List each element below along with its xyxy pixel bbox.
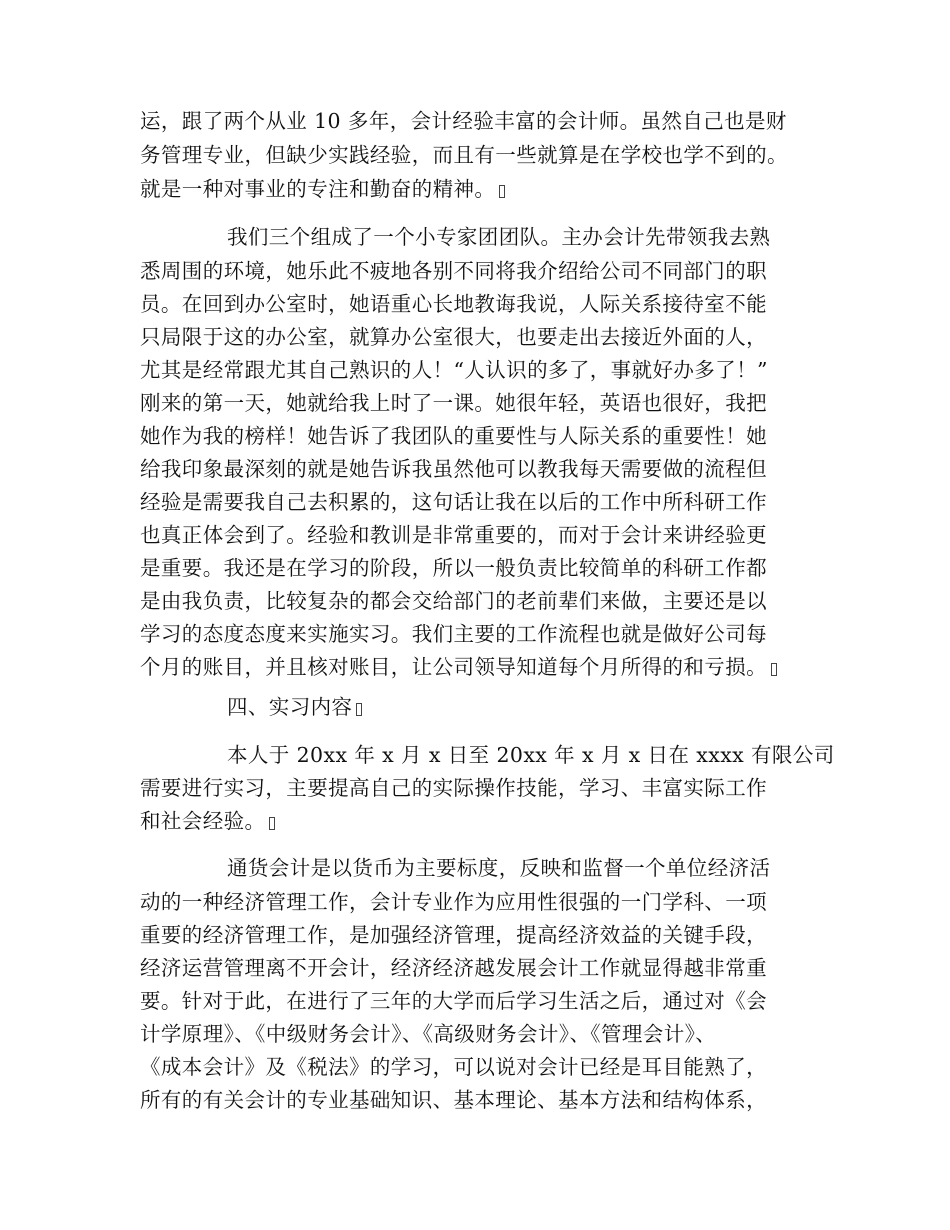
text-line: 《成本会计》及《税法》的学习，可以说对会计已经是耳目能熟了，	[140, 1055, 767, 1079]
section-heading-text: 四、实习内容	[227, 695, 353, 719]
text-line: 要。针对于此，在进行了三年的大学而后学习生活之后，通过对《会	[140, 989, 767, 1013]
text-line: 刚来的第一天，她就给我上时了一课。她很年轻，英语也很好，我把	[140, 391, 767, 415]
paragraph-mark-icon	[499, 185, 505, 198]
text-line: 她作为我的榜样！她告诉了我团队的重要性与人际关系的重要性！她	[140, 424, 767, 448]
section-heading	[227, 694, 362, 720]
text-line-content: 就是一种对事业的专注和勤奋的精神。	[140, 177, 496, 201]
text-line: 经济运营管理离不开会计，经济经济越发展会计工作就显得越非常重	[140, 956, 767, 980]
text-line: 我们三个组成了一个小专家团团队。主办会计先带领我去熟	[227, 225, 771, 249]
text-line: 通货会计是以货币为主要标度，反映和监督一个单位经济活	[227, 856, 771, 880]
text-line: 学习的态度态度来实施实习。我们主要的工作流程也就是做好公司每	[140, 622, 767, 646]
text-line: 务管理专业，但缺少实践经验，而且有一些就算是在学校也学不到的。	[140, 143, 788, 167]
text-line: 本人于 20xx 年 x 月 x 日至 20xx 年 x 月 x 日在 xxxx 有限公司	[227, 743, 835, 767]
text-line: 尤其是经常跟尤其自己熟识的人！“人认识的多了，事就好办多了！”	[140, 358, 768, 382]
paragraph-mark-icon	[269, 817, 275, 830]
text-line: 员。在回到办公室时，她语重心长地教诲我说，人际关系接待室不能	[140, 292, 767, 316]
text-line-content: 个月的账目，并且核对账目，让公司领导知道每个月所得的和亏损。	[140, 655, 767, 679]
text-line: 所有的有关会计的专业基础知识、基本理论、基本方法和结构体系，	[140, 1088, 767, 1112]
text-line: 给我印象最深刻的就是她告诉我虽然他可以教我每天需要做的流程但	[140, 457, 767, 481]
text-line: 是由我负责，比较复杂的都会交给部门的老前辈们来做，主要还是以	[140, 589, 767, 613]
text-line: 悉周围的环境，她乐此不疲地各别不同将我介绍给公司不同部门的职	[140, 259, 767, 283]
text-line: 动的一种经济管理工作，会计专业作为应用性很强的一门学科、一项	[140, 890, 767, 914]
text-line: 只局限于这的办公室，就算办公室很大，也要走出去接近外面的人，	[140, 325, 767, 349]
text-line: 重要的经济管理工作，是加强经济管理，提高经济效益的关键手段，	[140, 923, 767, 947]
text-line: 是重要。我还是在学习的阶段，所以一般负责比较简单的科研工作都	[140, 556, 767, 580]
paragraph-mark-icon	[356, 703, 362, 716]
text-line: 需要进行实习，主要提高自己的实际操作技能，学习、丰富实际工作	[140, 776, 767, 800]
text-line	[140, 176, 505, 202]
text-line: 计学原理》、《中级财务会计》、《高级财务会计》、《管理会计》、	[140, 1022, 717, 1046]
text-line	[140, 654, 777, 680]
text-line: 经验是需要我自己去积累的，这句话让我在以后的工作中所科研工作	[140, 490, 767, 514]
text-line: 运，跟了两个从业 10 多年，会计经验丰富的会计师。虽然自己也是财	[140, 109, 787, 133]
text-line-content: 和社会经验。	[140, 809, 266, 833]
text-line: 也真正体会到了。经验和教训是非常重要的，而对于会计来讲经验更	[140, 523, 767, 547]
text-line	[140, 808, 275, 834]
paragraph-mark-icon	[771, 663, 777, 676]
